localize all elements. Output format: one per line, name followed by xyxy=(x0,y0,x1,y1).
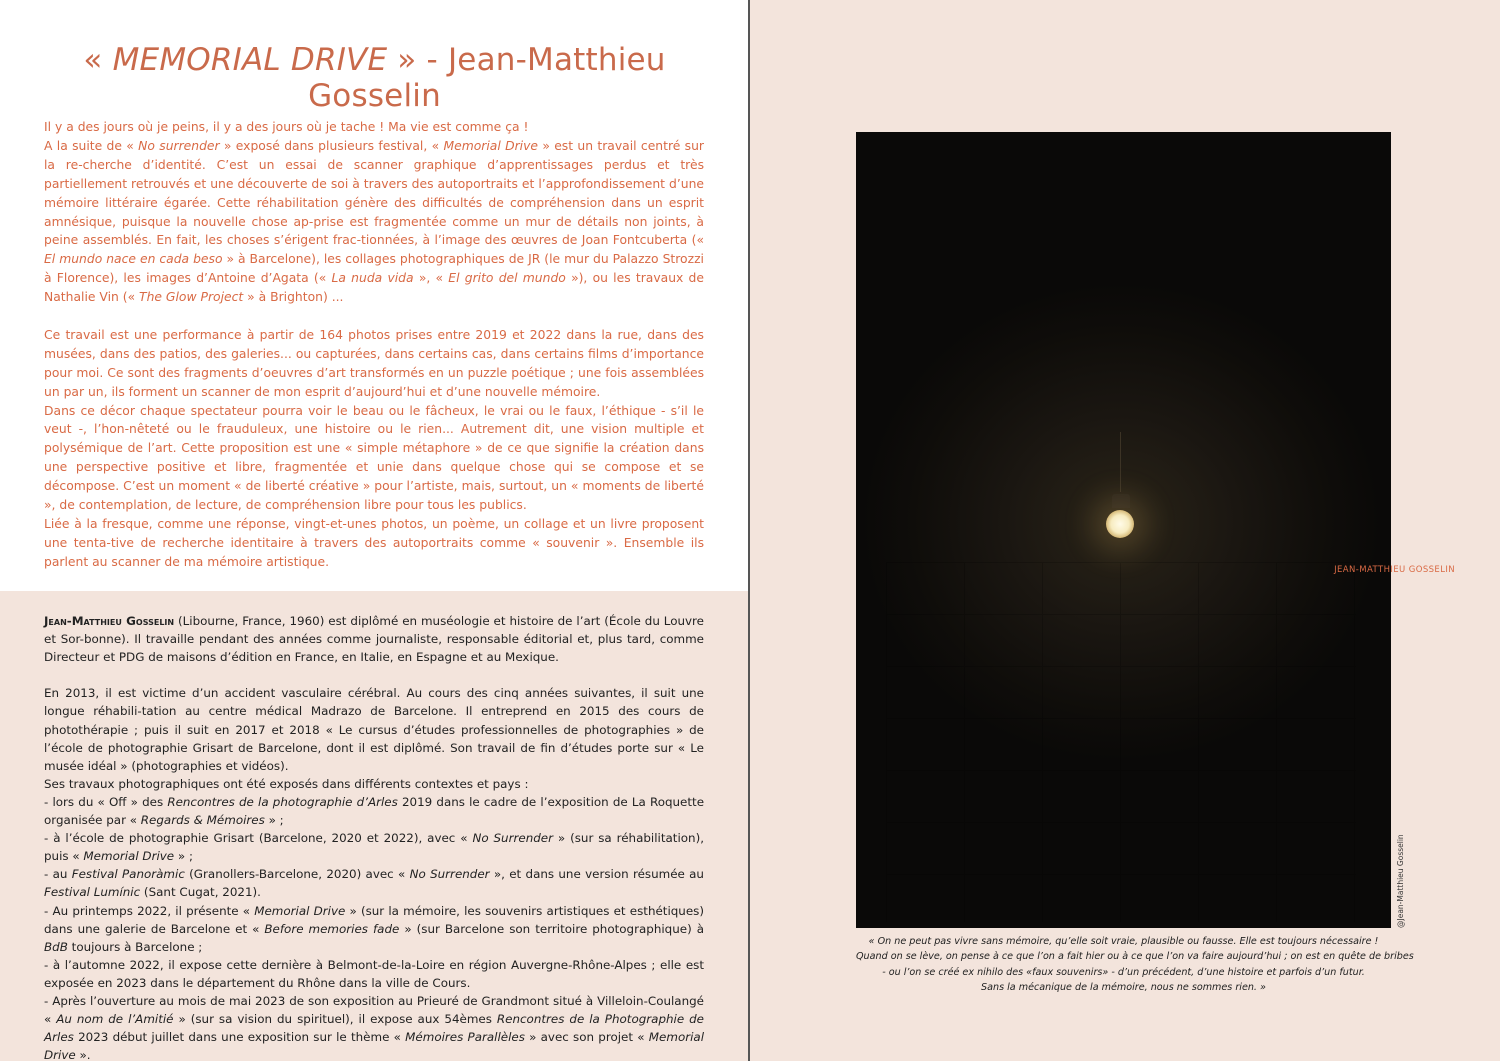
page-gutter xyxy=(748,0,750,1061)
intro-paragraph: Liée à la fresque, comme une réponse, vingt-et-unes photos, un poème, un collage et un livre proposent une tenta-tive de recherche identitaire à travers des autoportraits comme « souvenir ». Ensemble ils parlent au scanner de ma mémoire artistique. xyxy=(44,517,704,569)
intro-paragraph: Dans ce décor chaque spectateur pourra voir le beau ou le fâcheux, le vrai ou le faux, l’éthique - s’il le veut -, l’hon-nêteté ou le frauduleux, une histoire ou le rien... Autrement dit, une vision multiple et polysémique de l’art. Cette proposition est une « simple métaphore » de ce que signifie la création dans une perspective positive et libre, fragmentée et unie dans quelque chose qui se compose et se décompose. C’est un moment « de liberté créative » pour l’artiste, mais, surtout, un « moments de liberté », de contemplation, de lecture, de compréhension libre pour tous les publics. xyxy=(44,403,704,513)
bulb-cord xyxy=(1120,432,1121,492)
bio-list-item: - au Festival Panoràmic (Granollers-Barcelone, 2020) avec « No Surrender », et dans une version résumée au Festival Lumínic (Sant Cugat, 2021). xyxy=(44,867,704,900)
intro-paragraph: Ce travail est une performance à partir de 164 photos prises entre 2019 et 2022 dans la rue, dans des musées, dans des patios, des galeries... ou capturées, dans certains cas, dans certains films d’importance pour moi. Ce sont des fragments d’oeuvres d’art transformés en un puzzle poétique ; une fois assemblées un par un, ils forment un scanner de mon esprit d’aujourd’hui et d’une nouvelle mémoire. xyxy=(44,327,704,399)
caption-line: Sans la mécanique de la mémoire, nous ne sommes rien. » xyxy=(981,981,1266,993)
page-title: « MEMORIAL DRIVE » - Jean-Matthieu Gosselin xyxy=(83,42,666,114)
bulb-socket xyxy=(1112,494,1130,508)
bio-list-item: - Au printemps 2022, il présente « Memorial Drive » (sur la mémoire, les souvenirs artistiques et esthétiques) dans une galerie de Barcelone et « Before memories fade » (sur Barcelone son territoire photographique) à BdB toujours à Barcelone ; xyxy=(44,903,704,954)
intro-paragraph: A la suite de « No surrender » exposé dans plusieurs festival, « Memorial Drive » est un travail centré sur la re-cherche d’identité. C’est un essai de scanner graphique d’apprentissages perdus et très partiellement retrouvés et une découverte de soi à travers des autoportraits et l’approfondissement d’une mémoire littéraire égarée. Cette réhabilitation génère des difficultés de compréhension dans un esprit amnésique, puisque la nouvelle chose ap-prise est fragmentée comme un mur de détails non joints, à peine assemblés. En fait, les choses s’érigent frac-tionnées, à l’image des œuvres de Joan Fontcuberta (« El mundo nace en cada beso » à Barcelone), les collages photographiques de JR (le mur du Palazzo Strozzi à Florence), les images d’Antoine d’Agata (« La nuda vida », « El grito del mundo »), ou les travaux de Nathalie Vin (« The Glow Project » à Brighton) ... xyxy=(44,138,704,305)
title-italic: MEMORIAL DRIVE xyxy=(112,42,388,78)
bio-paragraph: En 2013, il est victime d’un accident vasculaire cérébral. Au cours des cinq années suivantes, il suit une longue réhabili-tation au centre médical Madrazo de Barcelone. Il entreprend en 2015 des cours de photothérapie ; puis il suit en 2017 et 2018 « Le cursus d’études professionnelles de photographies » de l’école de photographie Grisart de Barcelone, dont il est diplômé. Son travail de fin d’études porte sur « Le musée idéal » (photographies et vidéos). xyxy=(44,686,704,773)
photo-caption xyxy=(856,934,1414,995)
intro-line: Il y a des jours où je peins, il y a des jours où je tache ! Ma vie est comme ça ! xyxy=(44,120,529,134)
right-page xyxy=(750,0,1500,1061)
photo-credit: @Jean-Matthieu Gosselin xyxy=(1396,834,1405,928)
bio-paragraph: Ses travaux photographiques ont été exposés dans différents contextes et pays : xyxy=(44,776,529,791)
intro-text xyxy=(44,118,704,572)
bio-list-item: - Après l’ouverture au mois de mai 2023 de son exposition au Prieuré de Grandmont situé à Villeloin-Coulangé « Au nom de l’Amitié » (sur sa vision du spirituel), il expose aux 54èmes Rencontres de la Photographie de Arles 2023 début juillet dans une exposition sur le thème « Mémoires Parallèles » avec son projet « Memorial Drive ». xyxy=(44,993,704,1063)
signature: JEAN-MATTHIEU GOSSELIN xyxy=(1334,565,1455,575)
caption-line: - ou l’on se créé ex nihilo des «faux souvenirs» - d’un précédent, d’une histoire et parfois d’un futur. xyxy=(882,966,1365,978)
bio-list-item: - lors du « Off » des Rencontres de la photographie d’Arles 2019 dans le cadre de l’exposition de La Roquette organisée par « Regards & Mémoires » ; xyxy=(44,794,705,828)
photo-tile-grid xyxy=(886,562,1356,922)
bio-list-item: - à l’automne 2022, il expose cette dernière à Belmont-de-la-Loire en région Auvergne-Rhône-Alpes ; elle est exposée en 2023 dans le département du Rhône dans la ville de Cours. xyxy=(44,957,704,990)
bio-name: Jean-Matthieu Gosselin xyxy=(44,614,175,628)
caption-line: « On ne peut pas vivre sans mémoire, qu’elle soit vraie, plausible ou fausse. Elle est toujours nécessaire ! xyxy=(868,936,1379,947)
caption-line: Quand on se lève, on pense à ce que l’on a fait hier ou à ce que l’on va faire aujourd’hui ; on est en quête de bribes xyxy=(856,951,1414,963)
bio-list-item: - à l’école de photographie Grisart (Barcelone, 2020 et 2022), avec « No Surrender » (sur sa réhabilitation), puis « Memorial Drive » ; xyxy=(44,831,704,864)
biography-text xyxy=(44,612,704,1064)
bio-paragraph: Jean-Matthieu Gosselin (Libourne, France, 1960) est diplômé en muséologie et histoire de l’art (École du Louvre et Sor-bonne). Il travaille pendant des années comme journaliste, responsable éditorial et, plus tard, comme Directeur et PDG de maisons d’édition en France, en Italie, en Espagne et au Mexique. xyxy=(44,614,704,665)
light-bulb-icon xyxy=(1106,510,1134,538)
hanging-light-bulb-photo xyxy=(856,132,1391,928)
